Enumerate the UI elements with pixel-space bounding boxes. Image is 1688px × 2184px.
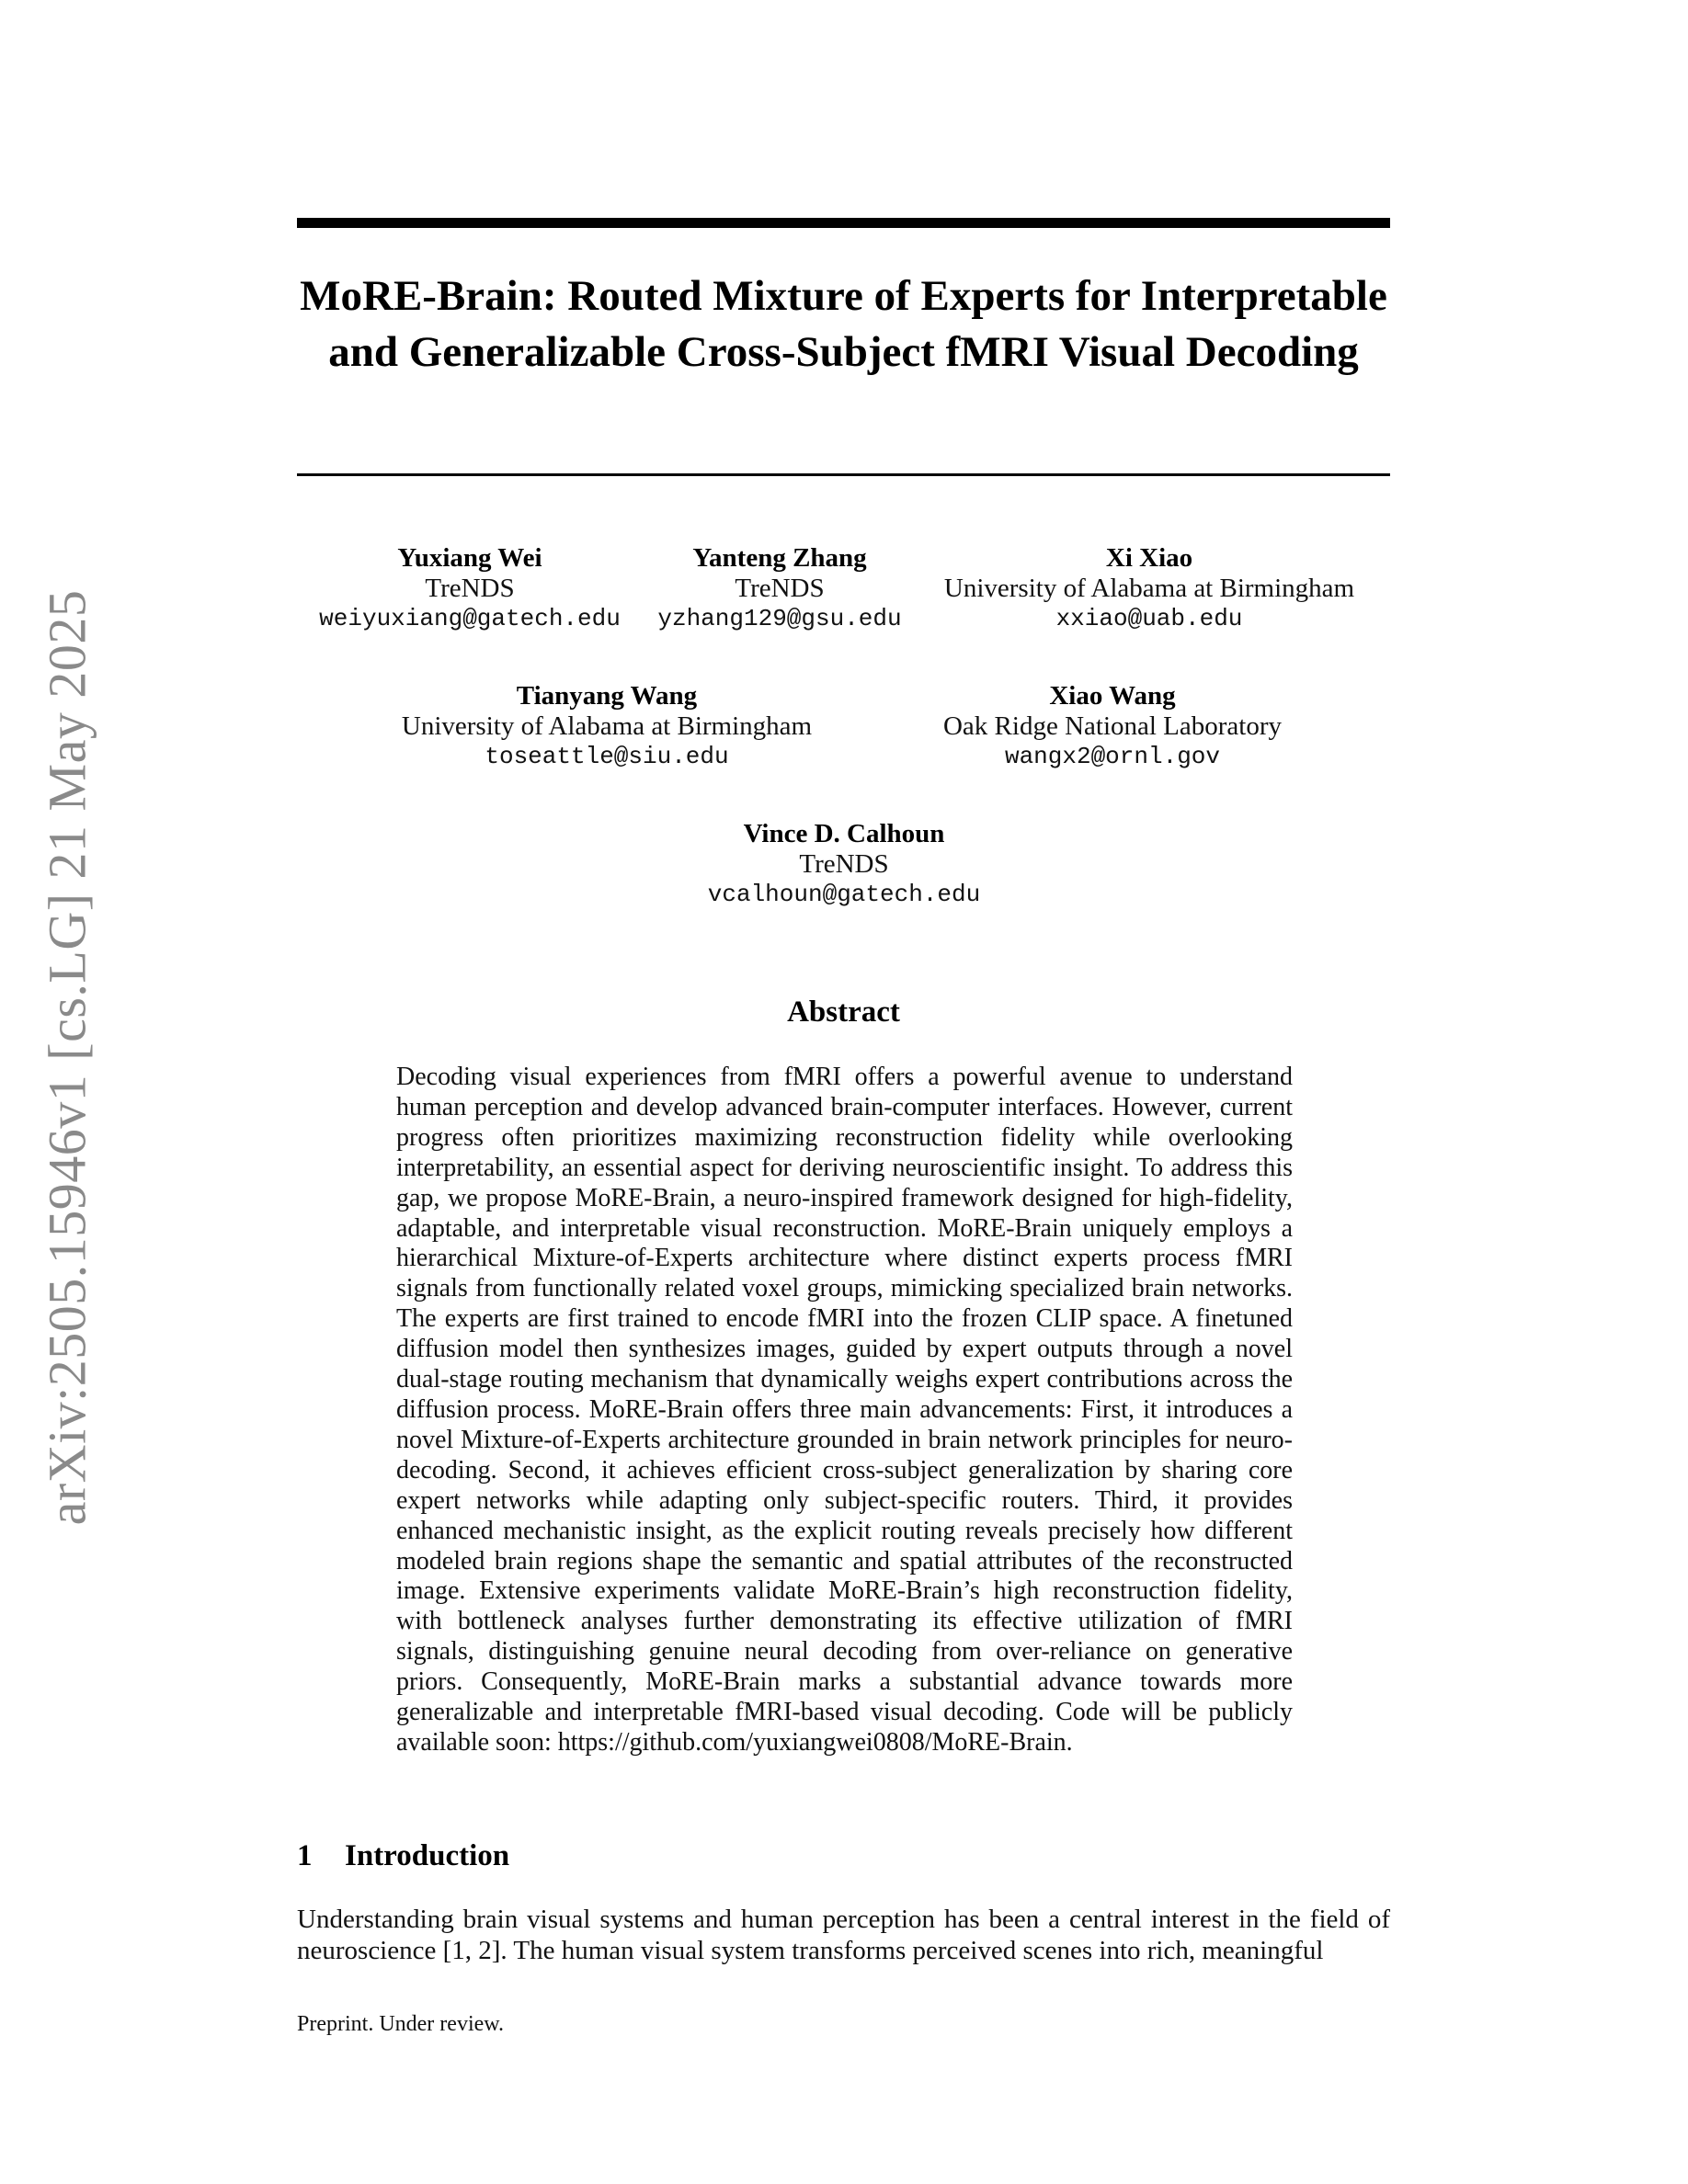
section-heading: [297, 1837, 1390, 1874]
author-block: [377, 681, 837, 772]
author-email[interactable]: wangx2@ornl.gov: [1004, 743, 1221, 770]
introduction-text: Understanding brain visual systems and human perception has been a central interest in the field of neuroscience [1, 2]. The human visual system transforms perceived scenes into rich, meaningful: [297, 1905, 1390, 1965]
author-block: [910, 681, 1315, 772]
title-top-rule: [297, 218, 1390, 228]
author-email[interactable]: xxiao@uab.edu: [1055, 605, 1243, 632]
author-name: Yanteng Zhang: [692, 543, 867, 573]
author-name: Tianyang Wang: [516, 681, 698, 711]
author-block: [919, 543, 1379, 634]
page-footer: Preprint. Under review.: [297, 2012, 505, 2036]
arxiv-identifier-stamp: [26, 565, 108, 1549]
author-block: [306, 543, 633, 634]
author-block: [614, 819, 1074, 910]
author-email[interactable]: weiyuxiang@gatech.edu: [319, 605, 621, 632]
author-affiliation: TreNDS: [735, 574, 825, 603]
author-affiliation: University of Alabama at Birmingham: [401, 711, 813, 741]
author-name: Yuxiang Wei: [397, 543, 542, 573]
section-number: 1: [297, 1839, 313, 1872]
author-affiliation: TreNDS: [425, 574, 515, 603]
author-name: Xiao Wang: [1049, 681, 1176, 711]
abstract-heading: Abstract: [787, 995, 900, 1029]
author-affiliation: Oak Ridge National Laboratory: [942, 711, 1283, 741]
author-affiliation: University of Alabama at Birmingham: [943, 574, 1355, 603]
author-name: Xi Xiao: [1105, 543, 1193, 573]
section-title: Introduction: [345, 1839, 510, 1872]
author-email[interactable]: toseattle@siu.edu: [485, 743, 729, 770]
abstract-text: Decoding visual experiences from fMRI offers a powerful avenue to understand human perception and develop advanced brain-computer interfaces. However, current progress often prioritizes maximizing reconstruction fidelity while overlooking interpretability, an essential aspect for deriving neuroscientific insight. To address this gap, we propose MoRE-Brain, a neuro-inspired framework designed for high-fidelity, adaptable, and interpretable visual reconstruction. MoRE-Brain uniquely employs a hierarchical Mixture-of-Experts architecture where distinct experts process fMRI signals from functionally related voxel groups, mimicking specialized brain networks. The experts are first trained to encode fMRI into the frozen CLIP space. A finetuned diffusion model then synthesizes images, guided by expert outputs through a novel dual-stage routing mechanism that dynamically weighs expert contributions across the diffusion process. MoRE-Brain offers three main advancements: First, it introduces a novel Mixture-of-Experts architecture grounded in brain network principles for neuro-decoding. Second, it achieves efficient cross-subject generalization by sharing core expert networks while adapting only subject-specific routers. Third, it provides enhanced mechanistic insight, as the explicit routing reveals precisely how different modeled brain regions shape the semantic and spatial attributes of the reconstructed image. Extensive experiments validate MoRE-Brain’s high reconstruction fidelity, with bottleneck analyses further demonstrating its effective utilization of fMRI signals, distinguishing genuine neural decoding from over-reliance on generative priors. Consequently, MoRE-Brain marks a substantial advance towards more generalizable and interpretable fMRI-based visual decoding. Code will be publicly available soon: https://github.com/yuxiangwei0808/MoRE-Brain.: [396, 1063, 1293, 1757]
author-name: Vince D. Calhoun: [743, 819, 945, 848]
author-email[interactable]: yzhang129@gsu.edu: [657, 605, 902, 632]
author-block: [646, 543, 913, 634]
author-email[interactable]: vcalhoun@gatech.edu: [707, 881, 981, 908]
title-bottom-rule: [297, 473, 1390, 476]
author-affiliation: TreNDS: [799, 849, 889, 879]
arxiv-identifier-text: arXiv:2505.15946v1 [cs.LG] 21 May 2025: [37, 589, 97, 1525]
paper-title: MoRE-Brain: Routed Mixture of Experts for Interpretable and Generalizable Cross-Subject fMRI Visual Decoding: [300, 272, 1387, 376]
